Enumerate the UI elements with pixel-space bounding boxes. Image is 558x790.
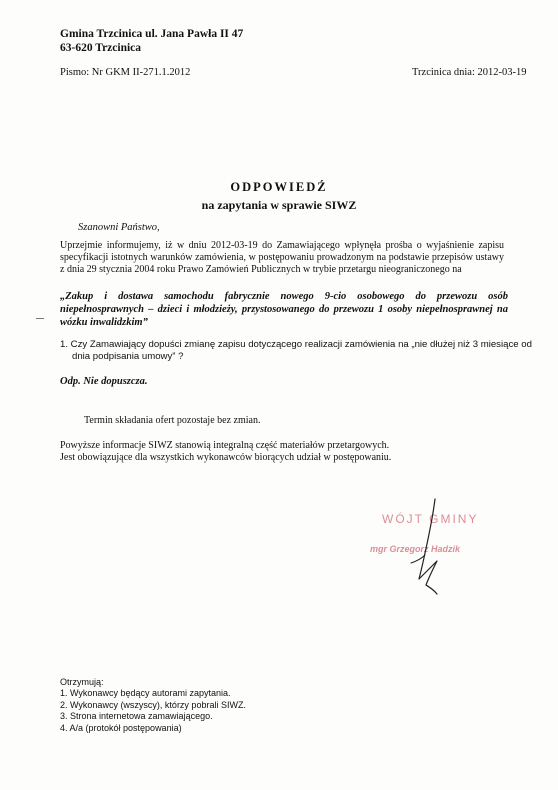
recipient-item: 3. Strona internetowa zamawiającego.	[60, 711, 213, 721]
salutation: Szanowni Państwo,	[78, 222, 160, 233]
question-line1: 1. Czy Zamawiający dopuści zmianę zapisu dotyczącego realizacji zamówienia na „nie dłużej niż 3 miesiące od	[60, 339, 532, 350]
document-subtitle: na zapytania w sprawie SIWZ	[201, 198, 357, 212]
sender-address-line2: 63-620 Trzcinica	[60, 42, 142, 54]
sender-address-line1: Gmina Trzcinica ul. Jana Pawła II 47	[60, 28, 244, 40]
closing-line2: Jest obowiązujące dla wszystkich wykonawców biorących udział w postępowaniu.	[60, 452, 392, 463]
document-title: ODPOWIEDŹ	[230, 180, 328, 194]
answer: Odp. Nie dopuszcza.	[60, 376, 148, 387]
closing-line1: Powyższe informacje SIWZ stanowią integralną część materiałów przetargowych.	[60, 440, 390, 451]
recipients-heading: Otrzymują:	[60, 677, 104, 687]
tender-subject: „Zakup i dostawa samochodu fabrycznie nowego 9-cio osobowego do przewozu osób niepełnosprawnych – dzieci i młodzieży, przystosowanego do przewozu 1 osoby niepełnosprawnej na wózku inwalidzkim”	[60, 291, 508, 328]
recipient-item: 4. A/a (protokół postępowania)	[60, 722, 182, 733]
deadline-note: Termin składania ofert pozostaje bez zmian.	[84, 415, 261, 426]
recipient-item: 2. Wykonawcy (wszyscy), którzy pobrali SIWZ.	[60, 699, 246, 710]
stamp-name: mgr Grzegorz Hadzik	[370, 544, 461, 554]
recipient-item: 1. Wykonawcy będący autorami zapytania.	[60, 688, 231, 698]
reference-number: Pismo: Nr GKM II-271.1.2012	[60, 67, 191, 78]
margin-mark	[36, 318, 44, 319]
stamp-title: WÓJT GMINY	[382, 512, 479, 526]
question-line2: dnia podpisania umowy” ?	[72, 351, 184, 362]
intro-paragraph: Uprzejmie informujemy, iż w dniu 2012-03-19 do Zamawiającego wpłynęła prośba o wyjaśnienie zapisu specyfikacji istotnych warunków zamówienia, w postępowaniu prowadzonym na podstawie przepisów ustawy z dnia 29 stycznia 2004 roku Prawo Zamówień Publicznych w trybie przetargu nieograniczonego na	[60, 240, 504, 275]
handwritten-signature	[395, 495, 465, 605]
place-and-date: Trzcinica dnia: 2012-03-19	[412, 67, 527, 78]
